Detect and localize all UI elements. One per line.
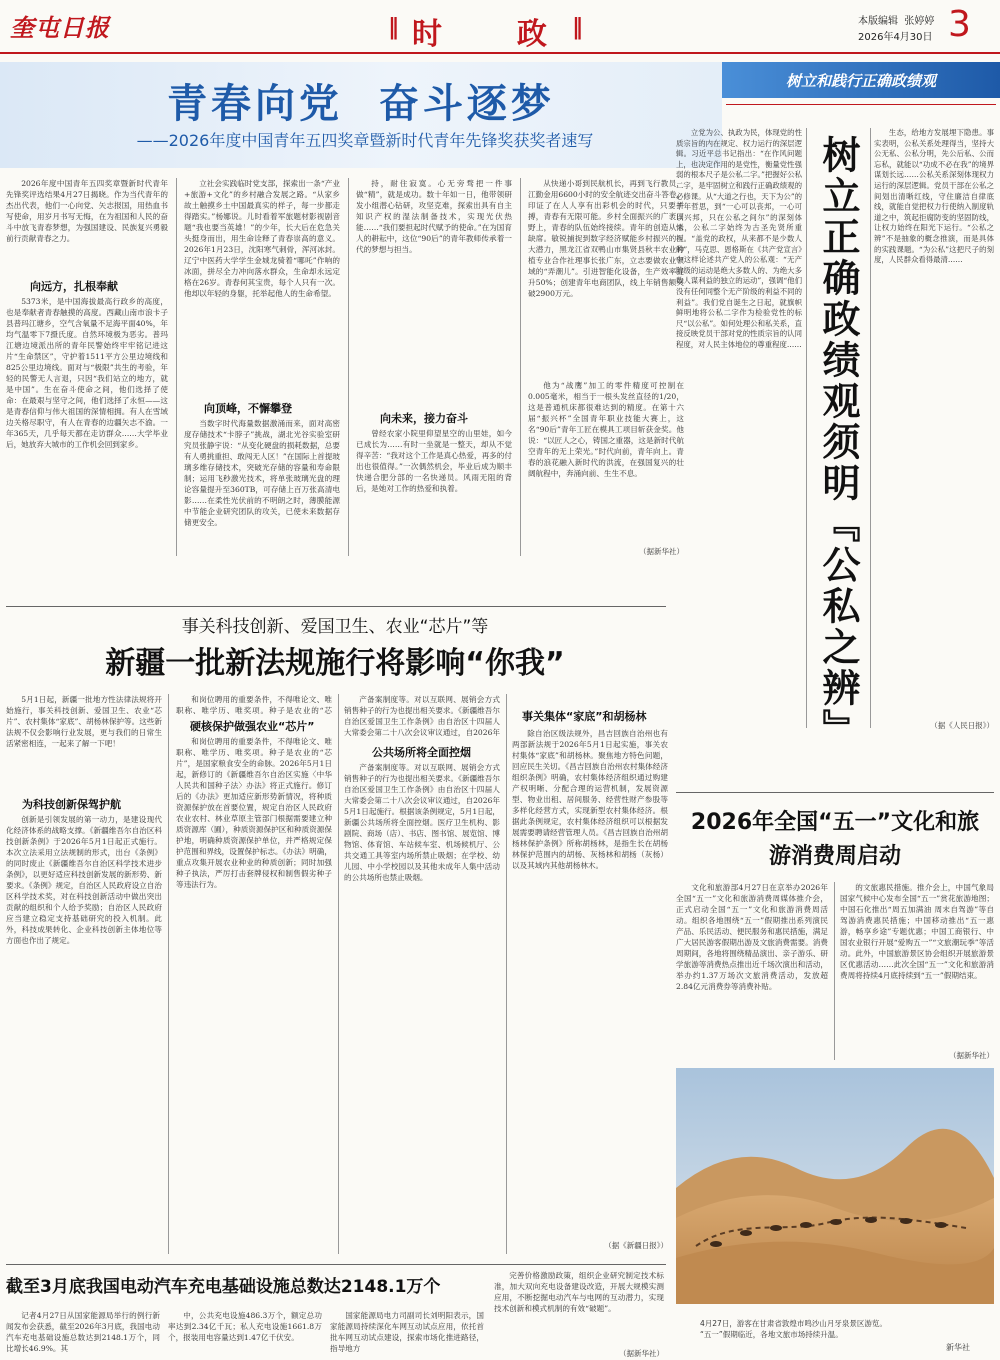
sidebar-credit: （据《人民日报》） xyxy=(930,721,994,730)
desert-camel-photo xyxy=(676,1068,994,1304)
article-2-paragraph: 产备案制度等。对以互联网、展销会方式销售种子的行为也提出相关要求。《新疆维吾尔自治区爱国卫生工作条例》由自治区十四届人大常委会第二十八次会议审议通过，自2026年5月1日起施行。根据该条例规定，5月1日起，新疆公共场所将全面控烟。医疗卫生机构、影剧院、商场（店）、书店、图书馆、展览馆、博物馆、体育馆、车站候车室、机场候机厅、公共交通工具等室内场所禁止吸烟；在学校、幼儿园、中小学校园以及其他未成年人集中活动的公共场所也禁止吸烟。 xyxy=(344,763,500,882)
article-2-paragraph: 和岗位聘用的重要条件，不得唯论文、唯职称、唯学历、唯奖项。种子是农业的“芯片”，是国家粮食安全的命脉。2026年5月1日起，新修订的《新疆维吾尔自治区实施〈中华人民共和国种子法〉办法》将正式施行。修订后的《办法》更加适应新形势新情况，将种质资源保护放在首要位置，规定自治区人民政府农业农村、林业草原主管部门根据需要建立种质资源库（圃），种质资源保护区和种质资源保护地，明确种质资源保护单位，并严格规定保护范围和界线，设置保护标志。《办法》明确，重点攻集开展农业种业的种质创新；同时加强种子执法，严厉打击套牌侵权和制售假劣种子等违法行为。 xyxy=(176,737,332,889)
section-rule xyxy=(676,792,994,793)
article-3-photo-caption xyxy=(700,1318,950,1340)
article-2-kicker: 事关科技创新、爱国卫生、农业“芯片”等 xyxy=(181,617,489,637)
sidebar-paragraph: 立党为公、执政为民，体现党的性质宗旨的内在规定、权力运行的深层逻辑。习近平总书记指出：“在作风问题上，也决定作用的是党性，衡量党性强弱的根本尺子是公私二字。”把握好公私二字，是牢固树立和践行正确政绩观的必修课。从“大道之行也，天下为公”的千年哲思，到“一心可以丧邦，一心可以兴邦，只在公私之间尔”的深刻体悟，公私二字始终为古圣先贤所重视。“盖党的政权，从来都不是少数人的”，马克思、恩格斯在《共产党宣言》中这样论述共产党人的公私观：“无产阶级的运动是绝大多数人的、为绝大多数人谋利益的独立的运动”，强调“他们没有任何同整个无产阶级的利益不同的利益”。我们党自诞生之日起，就旗帜鲜明地将公私二字作为检验党性的标尺“以公私”。如何处理公和私关系，直接反映党员干部对党的性质宗旨的认同程度，对人民主体地位的尊重程度…… xyxy=(676,128,802,349)
article-2-credit: （据《新疆日报》） xyxy=(604,1241,668,1250)
article-2-paragraph: 创新是引领发展的第一动力，是建设现代化经济体系的战略支撑。《新疆维吾尔自治区科技创新条例》于2026年5月1日起正式施行。本次立法采用立法规制的形式，出台《条例》的同时废止《新疆维吾尔自治区科学技术进步条例》，以更好适应科技创新发展的新形势、新要求。《条例》规定，自治区人民政府设立自治区科学技术奖，对在科技创新活动中做出突出贡献的组织和个人给予奖励；自治区人民政府应当建立稳定支持基础研究的投入机制。此外，科技成果转化、企业科技创新主体地位等方面也作出了规定。 xyxy=(6,815,162,945)
article-1-column-4 xyxy=(528,178,684,378)
article-2-title: 新疆一批新法规施行将影响“你我” xyxy=(105,646,565,681)
article-3-column-1 xyxy=(676,882,828,1060)
article-3-credit: （据新华社） xyxy=(949,1051,994,1060)
article-4-title: 截至3月底我国电动汽车充电基础设施总数达2148.1万个 xyxy=(6,1277,441,1297)
section-marker-left: ‖ xyxy=(388,14,399,40)
article-1-subhead-3: 向未来，接力奋斗 xyxy=(380,412,468,425)
article-2-lead: 5月1日起，新疆一批地方性法律法规将开始施行，事关科技创新、爱国卫生、农业“芯片”、农村集体“家底”、胡杨林保护等。这些新法规不仅会影响行业发展，更与我们的日常生活紧密相连，一起来了解一下吧！ xyxy=(6,695,162,748)
article-4-paragraph: 中，公共充电设施486.3万个，额定总功率达到2.34亿千瓦；私人充电设施1661.8万个，报装用电容量达到1.47亿千伏安。 xyxy=(168,1311,322,1342)
article-4-column-2 xyxy=(168,1310,322,1360)
article-2-column-2 xyxy=(176,694,332,714)
column-divider xyxy=(806,128,807,728)
article-4-credit: （据新华社） xyxy=(619,1349,664,1358)
article-1-column-2 xyxy=(184,178,340,393)
article-3-photo-credit: 新华社 xyxy=(946,1343,970,1352)
article-1-paragraph: 持，耐住寂寞。心无旁骛把一件事做“精”，就是成功。数十年如一日，他带领研发小组潜心钻研，攻坚克难，探索出具有自主知识产权的湿法制备技术，实现光伏热能……“我们要担起时代赋予的使命。”在为国育人的耕耘中，这位“90后”的青年教师传承着一代的梦想与担当。 xyxy=(356,179,512,254)
masthead-rule xyxy=(0,52,1000,54)
photo-caption-line-1: 4月27日，游客在甘肃省敦煌市鸣沙山月牙泉景区游览。 xyxy=(700,1319,887,1328)
article-1-column-4b xyxy=(528,380,684,542)
article-1-subhead-2: 向顶峰，不懈攀登 xyxy=(204,402,292,415)
article-2-column-1b xyxy=(6,814,162,1254)
article-2-column-3 xyxy=(344,762,500,1254)
column-divider xyxy=(168,694,169,1254)
article-1-subhead-1: 向远方，扎根奉献 xyxy=(30,280,118,293)
article-2-subhead-4: 事关集体“家底”和胡杨林 xyxy=(522,710,647,723)
article-2-column-2b xyxy=(176,736,332,1254)
section-rule xyxy=(6,606,666,607)
column-divider xyxy=(176,178,177,556)
article-4-paragraph: 国家能源局电力司副司长刘明阳表示，国家能源局持续深化车网互动试点应用，依托首批车网互动试点建设，探索市场化推进路径，指导地方 xyxy=(330,1311,484,1353)
article-4-column-1 xyxy=(6,1310,160,1360)
article-1-paragraph: 曾经农家小院里仰望星空的山里娃，如今已成长为……有时一坐就是一整天，却从不觉得辛苦：“我对这个工作是真心热爱，再多的付出也很值得。”一次偶然机会，毕业后成为顺丰快递合肥分部的一名快递员。风雨无阻的背后，是她对工作的热爱和执着。 xyxy=(356,429,512,493)
article-4-paragraph: 完善价格激励政策，组织企业研究制定技术标准，加大双向充电设备建设改造，开展大规模实测应用，不断挖掘电动汽车与电网的互动潜力，实现技术创新和模式机制的有效“破题”。 xyxy=(494,1271,664,1313)
page-date: 2026年4月30日 xyxy=(858,32,933,43)
column-divider xyxy=(870,128,871,728)
article-1-paragraph: 5373米，是中国海拔最高行政乡的高度，也是奉献者青春触摸的高度。西藏山南市浪卡子县普玛江塘乡，空气含氧量不足海平面40%，年均气温零下7摄氏度。自然环境极为恶劣。普玛江塘边境派出所的青年民警始终牢牢铭记进这片“生命禁区”，守护着1511平方公里边境线和825公里边境线。面对与“极限”共生的考验，年轻的民警无人言退，只因“我们站立的地方，就是中国”。生在奋斗使命之间，他们选择了使命：在最艰与坚守之间，他们选择了永恒——这是青春信仰与伟大祖国的深情相拥。有人在雪域边关格尽职守，有人在青春的边疆矢志不渝。一年365天，几乎每天都在走访群众……大学毕业后，她放弃大城市的工作机会回到家乡。 xyxy=(6,297,168,449)
column-divider xyxy=(506,694,507,1254)
column-divider xyxy=(338,694,339,1254)
article-1-paragraph: 从快递小哥到民航机长，再到飞行教员，江勤金用6600小时的安全航迹交出奋斗答卷，印证了在人人享有出彩机会的时代，只要拼搏，青春有无限可能。乡村全面振兴的广袤田野上，青春的队伍始终接续。青年的创造从未缺席。敏锐捕捉到数字经济赋能乡村振兴的巨大潜力，黑龙江省双鸭山市集贤县秋丰农业种植专业合作社理事长张广东，立志要做农业领域的“弄潮儿”。引进智能化设备，生产效率提升50%；创建青年电商团队，线上年销售额突破2900万元。 xyxy=(528,179,684,298)
article-2-column-3-top xyxy=(344,694,500,738)
article-1-credit: （据新华社） xyxy=(639,547,684,556)
article-1-column-1b xyxy=(6,296,168,558)
sidebar-vertical-title xyxy=(814,135,862,785)
page-number: 3 xyxy=(948,4,971,45)
article-2-paragraph: 除自治区级法规外，昌吉回族自治州也有两部新法规于2026年5月1日起实施，事关农村集体“家底”和胡杨林。聚焦地方特色问题，回应民生关切。《昌吉回族自治州农村集体经济组织条例》明确，农村集体经济组织通过购建产权明晰、分配合理的运营机制，发展资源型、物业出租、居间服务、经营性财产参股等多样化经营方式，实现新型农村集体经济。根据此条例规定，农村集体经济组织可以根据发展需要聘请经营管理人员。《昌吉回族自治州胡杨林保护条例》所称胡杨林，是指生长在胡杨林保护范围内的胡杨、灰杨林和胡杨（灰杨）以及其域内其他胡杨林木。 xyxy=(512,729,668,870)
column-divider xyxy=(348,178,349,556)
article-2-subhead-2: 硬核保护做强农业“芯片” xyxy=(190,720,315,733)
section-title: 时 政 xyxy=(412,17,565,52)
article-2-paragraph-top: 和岗位聘用的重要条件，不得唯论文、唯职称、唯学历、唯奖项。种子是农业的“芯 xyxy=(176,695,332,714)
article-3-paragraph: 的文旅惠民措施。推介会上，中国气象局国家气候中心发布全国“五一”赏花旅游地图；中国石化推出“周五加满油 周末自驾游”等自驾游消费惠民措施；中国移动推出“五一惠游，畅享乡途”专题优惠；中国工商银行、中国农业银行开展“爱购五一”“文旅潮玩季”等活动。此外，中国旅游景区协会组织开展旅游景区优惠活动……此次全国“五一”文化和旅游消费周将持续4月底持续到“五一”假期结束。 xyxy=(840,883,994,980)
article-1-paragraph: 他为“战鹰”加工的零件精度可控制在0.005毫米，相当于一根头发丝直径的1/20，这是普通机床都很难达到的精度。在第十六届“振兴杯”全国青年职业技能大赛上，这名“90后”青年工匠在模具工项目斩获金奖。他说：“以匠人之心，铸国之重器，这是新时代航空青年的无上荣光。”时代向前，青年向上。青春的浪花融入新时代的洪流，在强国复兴的壮阔航程中，奔涌向前、生生不息。 xyxy=(528,381,684,478)
article-1-column-1 xyxy=(6,178,168,273)
article-2-subhead-1: 为科技创新保驾护航 xyxy=(22,798,121,811)
article-2-column-1 xyxy=(6,694,162,789)
sidebar-column-1 xyxy=(676,128,802,728)
section-rule xyxy=(6,1264,666,1265)
sidebar-top-rule xyxy=(726,104,996,105)
article-4-column-3 xyxy=(330,1310,484,1360)
sidebar-paragraph: 生态，给地方发展埋下隐患。事实表明，公私关系处理得当，坚持大公无私、公私分明，先公后私、公而忘私，就能以“功成不必在我”的境界谋划长远……公私关系深刻体现权力运行的深层逻辑。党员干部在公私之间划出清晰红线，守住廉洁自律底线，就能自觉把权力行使纳入制度轨道之中，筑起拒腐防变的坚固防线，让权力始终在阳光下运行。“公私之辨”不是抽象的概念推演，而是具体的实践课题。“为公私”这把尺子的刻度，人民群众看得最清…… xyxy=(874,128,994,265)
paper-logo: 奎屯日报 xyxy=(10,13,110,42)
page-editor: 本版编辑 张婷婷 xyxy=(858,16,935,27)
article-1-lead: 2026年度中国青年五四奖章暨新时代青年先锋奖评选结果4月27日揭晓。作为当代青年的杰出代表，他们一心向党、矢志报国，用热血书写使命，用岁月书写无悔，在为祖国和人民的奋斗中放飞青春梦想，为强国建设、民族复兴勇毅前行贡献青春之力。 xyxy=(6,179,168,243)
article-2-column-4 xyxy=(512,728,668,1238)
sidebar-title-text: 树立正确政绩观须明『公私之辨』 xyxy=(816,135,861,750)
article-1-title: 青春向党 奋斗逐梦 xyxy=(167,80,555,127)
sidebar-column-2 xyxy=(874,128,994,718)
column-divider xyxy=(520,178,521,556)
article-4-paragraph: 记者4月27日从国家能源局举行的例行新闻发布会获悉，截至2026年3月底，我国电动汽车充电基础设施总数达到2148.1万个，同比增长46.9%。其 xyxy=(6,1311,160,1353)
article-4-column-4 xyxy=(494,1270,664,1346)
article-3-column-2 xyxy=(840,882,994,1048)
article-2-subhead-3: 公共场所将全面控烟 xyxy=(372,746,471,759)
article-2-paragraph: 产备案制度等。对以互联网、展销会方式销售种子的行为也提出相关要求。《新疆维吾尔自治区爱国卫生工作条例》由自治区十四届人大常委会第二十八次会议审议通过，自2026年 xyxy=(344,695,500,737)
article-1-column-3b xyxy=(356,428,512,558)
sidebar-banner-text: 树立和践行正确政绩观 xyxy=(785,72,936,90)
article-1-column-3 xyxy=(356,178,512,403)
column-divider xyxy=(834,882,835,1060)
article-3-photo xyxy=(676,1068,994,1304)
masthead xyxy=(0,0,1000,56)
photo-caption-line-2: “五一”假期临近，各地文旅市场持续升温。 xyxy=(700,1330,843,1339)
article-1-column-2b xyxy=(184,418,340,558)
section-marker-right: ‖ xyxy=(572,14,583,40)
article-3-title: 2026年全国“五一”文化和旅游消费周启动 xyxy=(690,810,980,869)
article-1-subtitle: ——2026年度中国青年五四奖章暨新时代青年先锋奖获奖者速写 xyxy=(136,131,594,150)
article-3-paragraph: 文化和旅游部4月27日在京举办2026年全国“五一”文化和旅游消费周媒体推介会，正式启动全国“五一”文化和旅游消费周活动。组织各地围绕“五一”假期推出系列演民产品、乐民活动、便民服务和惠民措施，满足广大居民游客假期出游及文旅消费需要。消费周期间，各地将围绕精品演出、亲子游乐、研学旅游等消费热点推出近千场次演出和活动，举办约1.37万场次文旅消费活动，发放超2.84亿元消费券等消费补贴。 xyxy=(676,883,828,991)
article-1-paragraph: 立社会实践临时党支部，探索出一条“产业+旅游+文化”的乡村融合发展之路。“从家乡故土触摸乡土中国最真实的样子，每一步都走得踏实。”杨娜说。儿时看着军旅题材影视剧音题“我也要当英雄！”的少年，长大后在危急关头挺身而出，用生命诠释了青春崇高的意义。2026年1月23日，沈阳寒气刺骨，浑河冰封。辽宁中医药大学学生金城龙骑着“哪吒”作响的冰面，拼尽全力冲向落水群众，生命却永远定格在26岁。青春何其宝贵，每个人只有一次。他却以年轻的身躯，托举起他人的生命希望。 xyxy=(184,179,340,298)
article-1-paragraph: 当数字时代海量数据激涌而来，面对高密度存储技术“卡脖子”挑战，湖北光谷实验室研究员张静宇说：“从变化硬盘的损耗数据，总要有人勇挑重担、敢闯无人区！”在国际上首提玻璃多维存储技术，突破光存储的容量和寿命限制；运用飞秒激光技术，将单张玻璃光盘的理论容量提升至360TB，可存储上百万张高清电影……在柔性光伏前的不明朗之时，薄膜能源中节能企业研究团队的攻关，已使未来数据存储更安全。 xyxy=(184,419,340,527)
